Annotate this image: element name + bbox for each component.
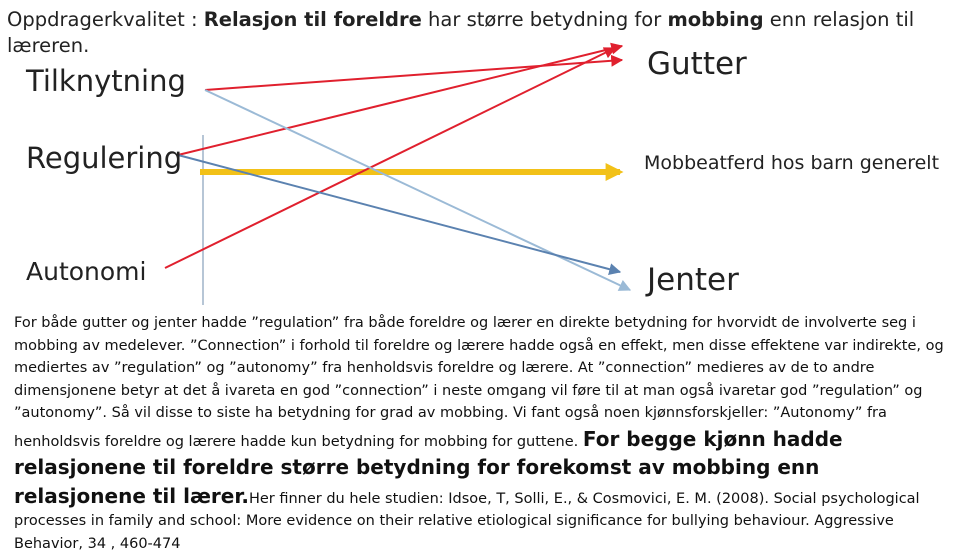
label-gutter: Gutter xyxy=(647,46,747,82)
body-text xyxy=(14,312,946,555)
label-mobbeatferd: Mobbeatferd hos barn generelt xyxy=(644,152,940,174)
title-bold2: mobbing xyxy=(667,8,764,31)
title-part2: har større betydning for xyxy=(421,8,668,31)
body-emphasis: For begge kjønn hadde relasjonene til foreldre større betydning for forekomst av mobbing enn relasjonene til lærer. xyxy=(14,426,843,508)
label-regulering: Regulering xyxy=(26,141,183,175)
arrow-tilknytning-jenter xyxy=(205,90,630,290)
arrow-regulering-gutter-red xyxy=(178,46,622,155)
title-part3: enn relasjon til læreren. xyxy=(7,8,915,57)
label-autonomi: Autonomi xyxy=(26,257,147,286)
label-jenter: Jenter xyxy=(647,262,739,298)
label-tilknytning: Tilknytning xyxy=(26,64,186,98)
title-bold1: Relasjon til foreldre xyxy=(203,8,422,31)
title-part1: Oppdragerkvalitet : xyxy=(7,8,204,31)
arrow-autonomi-gutter xyxy=(165,48,615,268)
body-paragraph: For både gutter og jenter hadde ”regulation” fra både foreldre og lærer en direkte betydning for hvorvidt de involverte seg i mobbing av medelever. ”Connection” i forhold til foreldre og lærere hadde også en effekt, men disse effektene var indirekte, og mediertes av ”regulation” og ”autonomy” fra henholdsvis foreldre og lærere. At ”connection” medieres av de to andre dimensjonene betyr at det å ivareta en god ”connection” i neste omgang vil føre til at man også ivaretar god ”regulation” og ”autonomy”. Så vil disse to siste ha betydning for grad av mobbing. Vi fant også noen kjønnsforskjeller: ”Autonomy” fra henholdsvis foreldre og lærere hadde kun betydning for mobbing for guttene. xyxy=(14,315,944,450)
body-citation: Her finner du hele studien: Idsoe, T, Solli, E., & Cosmovici, E. M. (2008). Social psychological processes in family and school: More evidence on their relative etiological significance for bullying behaviour. Aggressive Behavior, 34 , 460-474 xyxy=(14,490,920,552)
